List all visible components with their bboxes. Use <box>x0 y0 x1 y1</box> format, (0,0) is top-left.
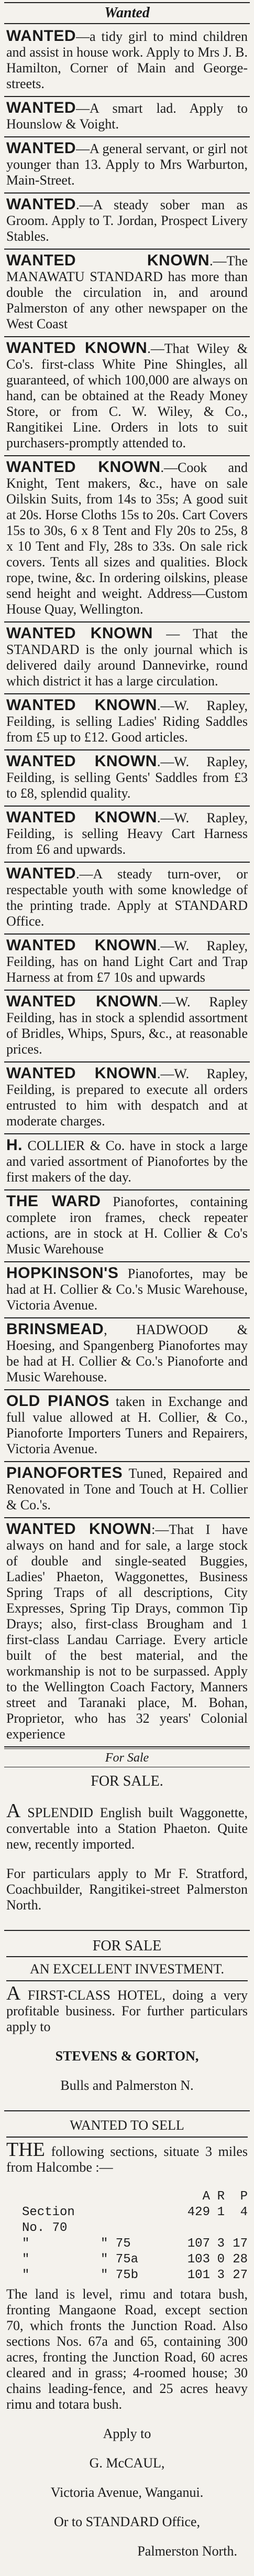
table-cell: 1 <box>217 2205 225 2219</box>
investment-ad <box>4 1931 250 2110</box>
wanted-ad-body <box>6 754 248 801</box>
wanted-ad-body <box>6 28 248 92</box>
sections-table <box>6 2205 248 2283</box>
wanted-ad <box>4 1134 250 1190</box>
to-sell-ad <box>4 2111 250 2576</box>
table-cell: 17 <box>233 2237 248 2251</box>
wanted-ad-text: COLLIER & Co. have in stock a large and varied assortment of Pianofortes by the first makers of the day. <box>6 1138 248 1185</box>
investment-text: FIRST-CLASS HOTEL, doing a very profitable business. For further particulars apply to <box>6 1988 248 2034</box>
wanted-ad-body <box>6 697 248 745</box>
section-title-wanted: Wanted <box>104 5 150 21</box>
wanted-ad-lead: WANTED <box>6 865 76 882</box>
wanted-ad-text: .—W. Rapley, Feilding, is selling Ladies' Riding Saddles from £5 up to £12. Good articles. <box>6 698 248 745</box>
wanted-ad-lead: H. <box>6 1136 23 1154</box>
wanted-ad <box>4 337 250 456</box>
wanted-ad-text: taken in Exchange and full value allowed at H. Collier, & Co., Pianoforte Importers Tuners and Repairers, Victoria Avenue. <box>6 1394 248 1456</box>
wanted-ad <box>4 863 250 935</box>
sections-table-header <box>6 2189 248 2205</box>
wanted-ad-text: Tuned, Repaired and Renovated in Tone and Touch at H. Collier & Co.'s. <box>6 1466 248 1512</box>
section-title-for-sale: For Sale <box>105 1751 149 1765</box>
wanted-ad-lead: WANTED <box>6 27 76 45</box>
table-cell: " <box>22 2252 30 2267</box>
wanted-ad-text: —A smart lad. Apply to Hounslow & Voight. <box>6 101 248 132</box>
wanted-ad-text: —a tidy girl to mind children and assist in house work. Apply to Mrs J. B. Hamilton, Corner of Main and George-streets. <box>6 29 248 91</box>
wanted-ad-text: .—W. Rapley Feilding, has in stock a splendid assortment of Bridles, Whips, Spurs, &c., at reasonable prices. <box>6 994 248 1057</box>
wanted-ad-body <box>6 459 248 617</box>
wanted-ad-lead: BRINSMEAD <box>6 1321 104 1338</box>
wanted-ad-lead: OLD PIANOS <box>6 1392 110 1410</box>
wanted-ad <box>4 1262 250 1318</box>
for-sale-waggonette-ad <box>4 1768 250 1930</box>
wanted-ad <box>4 194 250 250</box>
wanted-ad-body <box>6 253 248 332</box>
wanted-ad-lead: WANTED <box>6 196 76 213</box>
divider <box>6 2137 248 2138</box>
table-cell: " <box>22 2237 30 2251</box>
wanted-ad-body <box>6 626 248 689</box>
wanted-ad-body <box>6 866 248 929</box>
table-cell: 27 <box>233 2268 248 2282</box>
to-sell-agent: G. McCAUL, <box>89 2455 165 2471</box>
to-sell-description: The land is level, rimu and totara bush, fronting Mangaone Road, except section 70, which fronts the Junction Road. Also sections Nos. 67a and 65, containing 300 acres, fronting the Junction Road, 60 acres cleared and in grass; 4-roomed house; 30 chains leading-fence, and 25 acres heavy rimu and totara bush. <box>6 2287 248 2412</box>
table-row <box>6 2205 248 2236</box>
wanted-ad-body <box>6 197 248 244</box>
wanted-ad-text: .—A steady turn-over, or respectable youth with some knowledge of the printing trade. Apply at STANDARD Office. <box>6 866 248 929</box>
wanted-ad-lead: WANTED KNOWN <box>6 339 148 357</box>
investment-agent-location: Bulls and Palmerston N. <box>60 2078 194 2093</box>
wanted-ad <box>4 25 250 97</box>
wanted-ad-body <box>6 1194 248 1257</box>
table-cell: 107 <box>187 2237 210 2251</box>
to-sell-alt-location: Palmerston North. <box>137 2543 237 2559</box>
to-sell-title: WANTED TO SELL <box>70 2118 184 2133</box>
wanted-ad-lead: WANTED <box>6 99 76 116</box>
wanted-ad <box>4 1390 250 1462</box>
wanted-ad-text: .—A steady sober man as Groom. Apply to T. Jordan, Prospect Livery Stables. <box>6 197 248 244</box>
drop-cap: THE <box>6 2139 45 2161</box>
wanted-ad-lead: PIANOFORTES <box>6 1464 123 1482</box>
wanted-ad-body <box>6 340 248 451</box>
wanted-ad-lead: WANTED KNOWN <box>6 1520 152 1538</box>
table-cell: 429 <box>187 2205 210 2219</box>
wanted-ad <box>4 622 250 694</box>
col-header <box>6 2189 101 2205</box>
investment-body <box>6 1982 248 2035</box>
table-cell: " 75b <box>101 2268 139 2282</box>
wanted-ad <box>4 750 250 807</box>
wanted-ad <box>4 935 250 991</box>
investment-title-top: FOR SALE <box>92 1938 162 1954</box>
wanted-ad-lead: WANTED KNOWN <box>6 696 157 714</box>
wanted-ad <box>4 1318 250 1390</box>
table-cell: 28 <box>233 2252 248 2267</box>
wanted-ad-lead: WANTED KNOWN <box>6 625 153 642</box>
table-row <box>6 2236 248 2252</box>
table-cell: " 75a <box>101 2252 139 2267</box>
divider <box>6 1956 248 1957</box>
wanted-ad-text: .—W. Rapley, Feilding, has on hand Light Cart and Trap Harness at from £7 10s and upwards <box>6 938 248 985</box>
wanted-ad-lead: HOPKINSON'S <box>6 1264 119 1282</box>
wanted-ad-text: Pianofortes, may be had at H. Collier & Co.'s Music Warehouse, Victoria Avenue. <box>6 1266 248 1313</box>
col-header <box>101 2189 184 2205</box>
wanted-ad-lead: WANTED KNOWN <box>6 993 159 1010</box>
wanted-ad-body <box>6 1066 248 1129</box>
title-rule <box>4 23 250 24</box>
wanted-ad-body <box>6 100 248 132</box>
wanted-ad-body <box>6 1465 248 1513</box>
wanted-ad <box>4 1190 250 1262</box>
table-cell <box>101 2205 184 2236</box>
to-sell-alt: Or to STANDARD Office, <box>53 2514 201 2529</box>
wanted-ad <box>4 250 250 337</box>
wanted-ad-body <box>6 938 248 985</box>
table-cell: 3 <box>217 2237 225 2251</box>
investment-agent: STEVENS & GORTON, <box>55 2048 199 2064</box>
wanted-ad-lead: WANTED KNOWN <box>6 1065 157 1082</box>
to-sell-apply: Apply to <box>103 2426 151 2441</box>
to-sell-intro-text: following sections, situate 3 miles from Halcombe :— <box>6 2144 248 2175</box>
to-sell-intro <box>6 2139 248 2175</box>
table-cell: Section No. 70 <box>22 2205 75 2235</box>
wanted-ad <box>4 807 250 863</box>
wanted-ad-lead: WANTED KNOWN <box>6 753 157 770</box>
wanted-ad-text: — That the STANDARD is the only journal which is delivered daily around Dannevirke, round which district it has a large circulation. <box>6 626 248 689</box>
wanted-ad <box>4 1062 250 1134</box>
drop-cap: A <box>6 1800 21 1822</box>
wanted-ad-body <box>6 1393 248 1457</box>
for-sale-body <box>6 1800 248 1852</box>
col-header-p: P <box>240 2189 248 2204</box>
wanted-ad-body <box>6 1521 248 1742</box>
wanted-ad-body <box>6 810 248 857</box>
wanted-ad-lead: WANTED KNOWN <box>6 809 157 826</box>
wanted-ad-text: .—Cook and Knight, Tent makers, &c., have on sale Oilskin Suits, from 14s to 35s; A good suit at 20s. Horse Cloths 15s to 20s. Cart Covers 15s to 30s, 6 x 8 Tent and Fly 20s to 25s, 8 x 10 Tent and Fly, 28s to 33s. On sale rick covers. Tents all sizes and qualities. Block rope, twine, &c. In ordering oilskins, please send height and weight. Address—Custom House Quay, Wellington. <box>6 460 248 617</box>
wanted-ad <box>4 137 250 194</box>
wanted-ad-body <box>6 1322 248 1385</box>
table-cell: 3 <box>217 2268 225 2282</box>
investment-title: AN EXCELLENT INVESTMENT. <box>30 1961 224 1977</box>
wanted-ad-lead: THE WARD <box>6 1193 101 1210</box>
table-row <box>6 2252 248 2268</box>
wanted-ad-body <box>6 141 248 188</box>
wanted-ad-text: Pianofortes, containing complete iron frames, check repeater actions, are in stock at H. Collier & Co's Music Warehouse <box>6 1194 248 1257</box>
wanted-ad-lead: WANTED KNOWN <box>6 937 157 954</box>
wanted-ad <box>4 97 250 137</box>
to-sell-agent-address: Victoria Avenue, Wanganui. <box>50 2485 204 2500</box>
wanted-ad-text: .—W. Rapley, Feilding, is selling Gents' Saddles from £3 to £8, splendid quality. <box>6 754 248 801</box>
wanted-ad <box>4 694 250 750</box>
table-cell: 4 <box>240 2205 248 2219</box>
divider <box>6 1980 248 1981</box>
col-header-a: A <box>202 2189 210 2204</box>
top-rule <box>4 2 250 3</box>
drop-cap: A <box>6 1982 21 2004</box>
table-row <box>6 2268 248 2283</box>
for-sale-top-rule <box>4 1748 250 1749</box>
wanted-ad-text: —A general servant, or girl not younger than 13. Apply to Mrs Warburton, Main-Street. <box>6 141 248 188</box>
wanted-ad-text: .—W. Rapley, Feilding, is selling Heavy Cart Harness from £6 and upwards. <box>6 810 248 857</box>
wanted-ad-body <box>6 1265 248 1313</box>
table-cell: 101 <box>187 2268 210 2282</box>
for-sale-title: FOR SALE. <box>91 1773 163 1789</box>
wanted-ad-lead: WANTED <box>6 139 76 157</box>
wanted-ad-text: :—That I have always on hand and for sale, a large stock of double and single-seated Buggies, Ladies' Phaeton, Waggonettes, Business Spring Traps of all descriptions, City Expresses, Spring Tip Drays, common Tip Drays; also, first-class Brougham and 1 first-class Landau Carriage. Every article built of the best material, and the workmanship is not to be surpassed. Apply to the Wellington Coach Factory, Manners street and Taranaki place, M. Bohan, Proprietor, who has 32 years' Colonial experience <box>6 1522 248 1742</box>
wanted-ad-text: .—W. Rapley, Feilding, is prepared to execute all orders entrusted to him with despatch and at moderate charges. <box>6 1066 248 1129</box>
for-sale-contact: For particulars apply to Mr F. Stratford, Coachbuilder, Rangitikei-street Palmerston North. <box>6 1866 248 1913</box>
wanted-ad-lead: WANTED KNOWN <box>6 458 161 476</box>
table-cell: 0 <box>217 2252 225 2267</box>
for-sale-text: SPLENDID English built Waggonette, convertable into a Station Phaeton. Quite new, recently imported. <box>6 1805 248 1852</box>
wanted-ad <box>4 456 250 622</box>
wanted-ad-text: .—That Wiley & Co's. first-class White Pine Shingles, all guaranteed, of which 100,000 are always on hand, can be obtained at the Ready Money Store, or from C. W. Wiley, & Co., Rangitikei Line. Orders in lots to suit purchasers-promptly attended to. <box>6 341 248 450</box>
table-cell: " <box>22 2268 30 2282</box>
wanted-ad-text: .—The MANAWATU STANDARD has more than double the circulation in, and around Palmerston of any other newspaper on the West Coast <box>6 253 248 331</box>
wanted-ad-body <box>6 994 248 1057</box>
wanted-ad <box>4 1518 250 1747</box>
wanted-ad-lead: WANTED KNOWN <box>6 252 210 269</box>
wanted-ad-body <box>6 1137 248 1185</box>
table-cell: " 75 <box>101 2237 131 2251</box>
wanted-ad-text: , HADWOOD & Hoesing, and Spangenberg Pianofortes may be had at H. Collier & Co.'s Pianoforte and Music Warehouse. <box>6 1322 248 1384</box>
table-cell: 103 <box>187 2252 210 2267</box>
wanted-ad <box>4 1462 250 1518</box>
wanted-ad <box>4 991 250 1062</box>
wanted-ads-list <box>4 25 250 1747</box>
col-header-r: R <box>217 2189 225 2204</box>
